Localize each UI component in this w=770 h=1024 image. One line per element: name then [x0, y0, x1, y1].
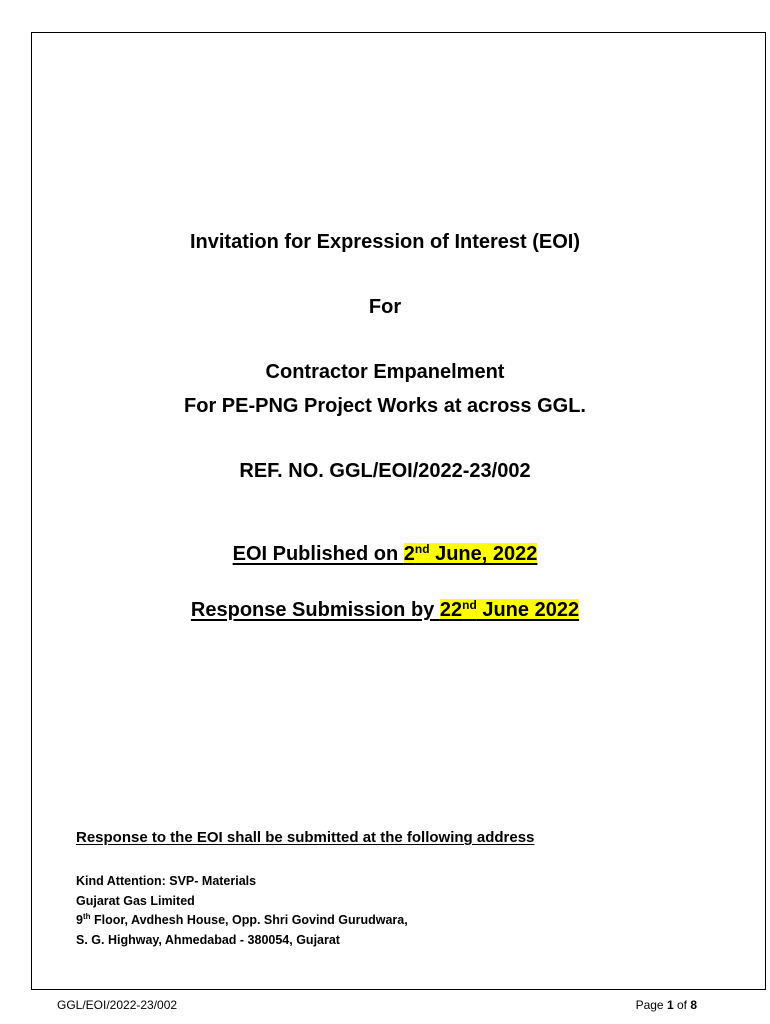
published-day-suffix: nd	[414, 542, 430, 556]
for-heading: For	[368, 296, 402, 318]
address-attention: Kind Attention: SVP- Materials	[76, 874, 257, 888]
published-prefix: EOI Published on	[232, 543, 404, 565]
footer-page-number	[636, 997, 697, 1013]
published-day: 2	[403, 543, 415, 565]
reference-number: REF. NO. GGL/EOI/2022-23/002	[239, 460, 531, 482]
address-floor-suffix: th	[82, 912, 91, 921]
published-date-line	[0, 542, 770, 566]
submission-day-suffix: nd	[462, 598, 477, 612]
address-street: S. G. Highway, Ahmedabad - 380054, Gujarat	[76, 932, 340, 947]
address-heading: Response to the EOI shall be submitted at the following address	[76, 829, 535, 846]
footer-page-current: 1	[666, 998, 674, 1012]
subject-line-2: For PE-PNG Project Works at across GGL.	[184, 395, 586, 417]
submission-day: 22	[439, 599, 463, 621]
submission-date-highlight	[440, 599, 579, 621]
subject-line-1: Contractor Empanelment	[265, 361, 505, 383]
address-block	[76, 872, 408, 950]
submission-rest: June 2022	[476, 599, 580, 621]
address-floor-number: 9	[76, 913, 83, 927]
published-date-text	[233, 543, 538, 565]
address-floor-rest: Floor, Avdhesh House, Opp. Shri Govind Gurudwara,	[90, 913, 408, 927]
submission-date-text	[191, 599, 579, 621]
submission-date-line	[0, 598, 770, 622]
footer-doc-ref: GGL/EOI/2022-23/002	[57, 998, 178, 1012]
document-title: Invitation for Expression of Interest (EOI)	[189, 231, 581, 253]
published-date-highlight	[404, 543, 538, 565]
footer-page-label: Page	[635, 998, 667, 1012]
address-floor-line	[76, 911, 408, 931]
submission-prefix: Response Submission by	[190, 599, 440, 621]
published-rest: June, 2022	[429, 543, 538, 565]
footer-page-total: 8	[690, 998, 697, 1012]
address-company: Gujarat Gas Limited	[76, 893, 195, 908]
footer-page-of: of	[673, 998, 691, 1012]
